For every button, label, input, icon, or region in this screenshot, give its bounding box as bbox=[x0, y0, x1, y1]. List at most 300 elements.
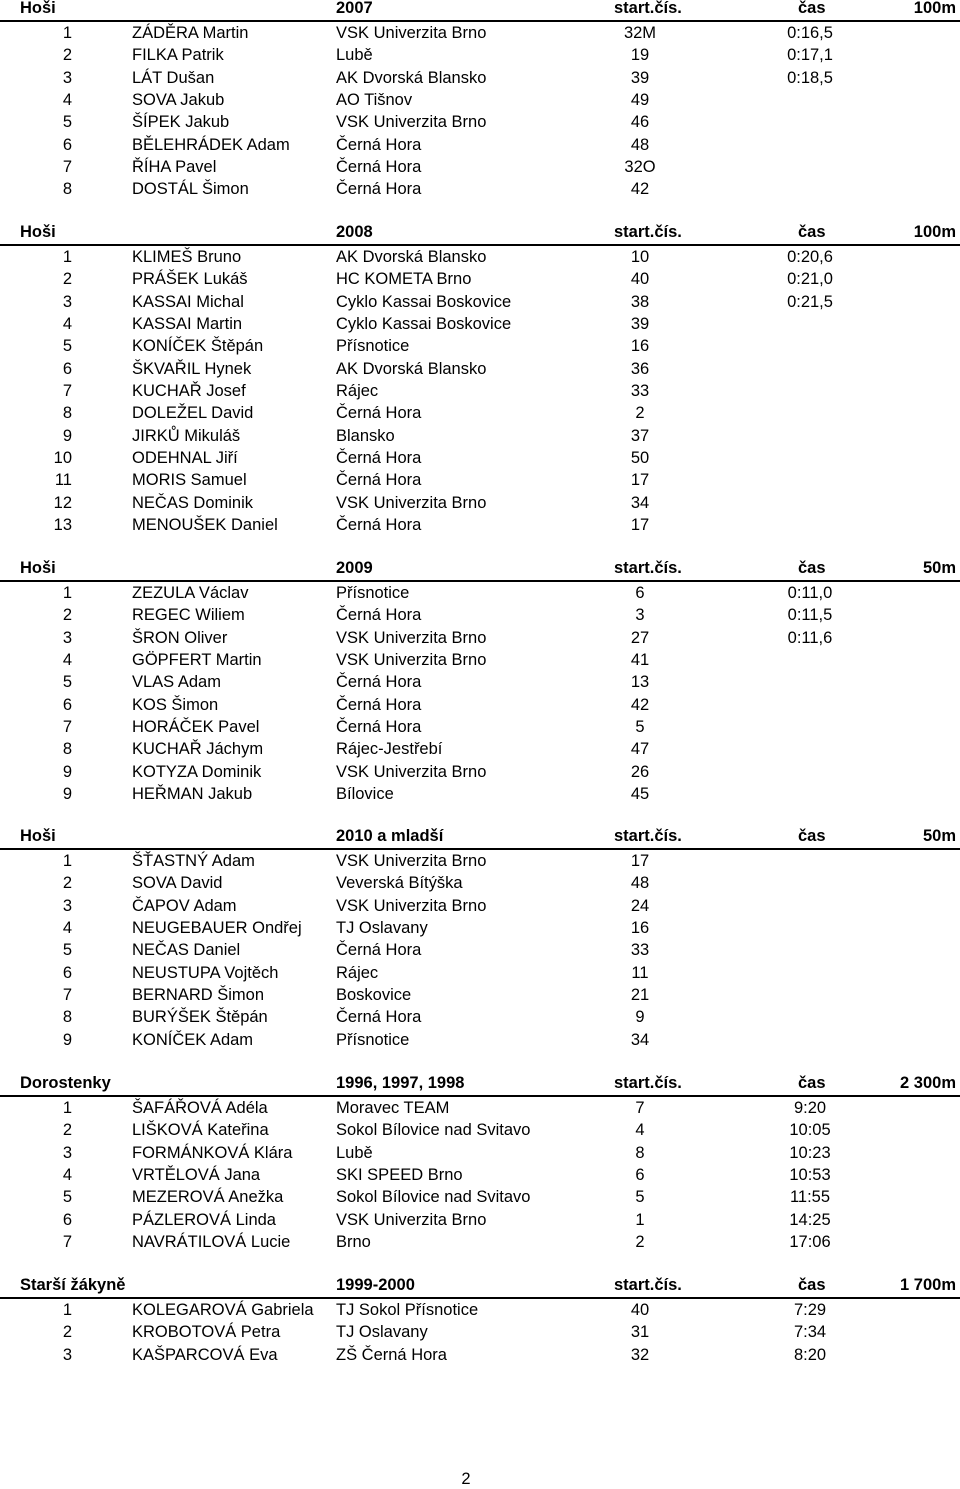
start-number-cell: 5 bbox=[635, 1188, 645, 1207]
start-number-cell: 42 bbox=[630, 695, 650, 714]
club-cell: TJ Sokol Přísnotice bbox=[336, 1301, 479, 1319]
club-cell: Černá Hora bbox=[336, 471, 422, 490]
table-row bbox=[0, 1321, 960, 1343]
time-header: čas bbox=[798, 559, 826, 577]
placement-cell: 9 bbox=[62, 426, 72, 445]
start-number-cell: 32O bbox=[624, 158, 656, 177]
table-row bbox=[0, 984, 960, 1006]
placement-cell: 4 bbox=[62, 315, 72, 334]
distance-label: 2 300m bbox=[900, 1074, 956, 1092]
athlete-name-cell: ŠKVAŘIL Hynek bbox=[132, 359, 252, 378]
placement-cell: 13 bbox=[53, 516, 72, 535]
placement-cell: 4 bbox=[62, 919, 72, 938]
athlete-name-cell: NEČAS Dominik bbox=[132, 493, 254, 512]
club-cell: Rájec bbox=[336, 382, 379, 401]
table-row bbox=[0, 872, 960, 894]
club-cell: Černá Hora bbox=[336, 180, 422, 199]
placement-cell: 6 bbox=[62, 135, 72, 154]
section-header bbox=[0, 826, 960, 850]
placement-cell: 3 bbox=[62, 68, 72, 87]
page-number: 2 bbox=[461, 1470, 471, 1488]
placement-cell: 6 bbox=[62, 359, 72, 378]
table-row bbox=[0, 1209, 960, 1231]
athlete-name-cell: BERNARD Šimon bbox=[132, 986, 265, 1005]
club-cell: Lubě bbox=[336, 1143, 373, 1162]
club-cell: VSK Univerzita Brno bbox=[336, 1210, 487, 1229]
time-cell: 0:11,0 bbox=[787, 584, 833, 602]
placement-cell: 5 bbox=[62, 673, 72, 692]
club-cell: Sokol Bílovice nad Svitavo bbox=[336, 1121, 531, 1140]
athlete-name-cell: DOLEŽEL David bbox=[132, 404, 254, 423]
table-row bbox=[0, 962, 960, 984]
start-number-header: start.čís. bbox=[614, 0, 682, 17]
club-cell: Černá Hora bbox=[336, 1008, 422, 1027]
club-cell: Sokol Bílovice nad Svitavo bbox=[336, 1188, 531, 1207]
time-header: čas bbox=[798, 1276, 826, 1294]
start-number-cell: 32 bbox=[630, 1345, 650, 1364]
club-cell: Černá Hora bbox=[336, 695, 422, 714]
athlete-name-cell: SOVA Jakub bbox=[132, 91, 225, 110]
category-label: Hoši bbox=[20, 559, 56, 577]
start-number-cell: 7 bbox=[635, 1099, 645, 1117]
table-row bbox=[0, 1231, 960, 1253]
club-cell: Černá Hora bbox=[336, 516, 422, 535]
club-cell: Moravec TEAM bbox=[336, 1099, 450, 1117]
athlete-name-cell: HEŘMAN Jakub bbox=[132, 785, 253, 804]
athlete-name-cell: KUCHAŘ Josef bbox=[132, 382, 246, 401]
table-row bbox=[0, 1164, 960, 1186]
athlete-name-cell: FORMÁNKOVÁ Klára bbox=[132, 1143, 293, 1162]
athlete-name-cell: SOVA David bbox=[132, 874, 223, 893]
club-cell: Veverská Bítýška bbox=[336, 874, 463, 893]
placement-cell: 9 bbox=[62, 785, 72, 804]
placement-cell: 2 bbox=[62, 874, 72, 893]
time-cell: 10:53 bbox=[789, 1166, 831, 1185]
start-number-cell: 17 bbox=[630, 852, 650, 870]
placement-cell: 3 bbox=[62, 628, 72, 647]
club-cell: Lubě bbox=[336, 46, 373, 65]
start-number-cell: 6 bbox=[635, 584, 645, 602]
club-cell: Černá Hora bbox=[336, 718, 422, 737]
time-cell: 0:20,6 bbox=[787, 248, 833, 266]
club-cell: Cyklo Kassai Boskovice bbox=[336, 315, 512, 334]
placement-cell: 5 bbox=[62, 337, 72, 356]
year-label: 1999-2000 bbox=[336, 1276, 415, 1294]
start-number-cell: 13 bbox=[630, 673, 650, 692]
start-number-cell: 48 bbox=[630, 135, 650, 154]
year-label: 2007 bbox=[336, 0, 373, 17]
athlete-name-cell: KROBOTOVÁ Petra bbox=[132, 1323, 281, 1342]
club-cell: AK Dvorská Blansko bbox=[336, 248, 487, 266]
placement-cell: 5 bbox=[62, 1188, 72, 1207]
time-cell: 0:11,5 bbox=[787, 606, 833, 625]
placement-cell: 5 bbox=[62, 941, 72, 960]
table-row bbox=[0, 783, 960, 805]
year-label: 2008 bbox=[336, 223, 373, 241]
athlete-name-cell: HORÁČEK Pavel bbox=[132, 718, 260, 737]
start-number-header: start.čís. bbox=[614, 223, 682, 241]
athlete-name-cell: ŠÍPEK Jakub bbox=[132, 113, 230, 132]
placement-cell: 3 bbox=[62, 896, 72, 915]
placement-cell: 7 bbox=[62, 718, 72, 737]
table-row bbox=[0, 1097, 960, 1119]
table-row bbox=[0, 492, 960, 514]
club-cell: Boskovice bbox=[336, 986, 412, 1005]
placement-cell: 6 bbox=[62, 963, 72, 982]
table-row bbox=[0, 1006, 960, 1028]
club-cell: Černá Hora bbox=[336, 673, 422, 692]
category-label: Hoši bbox=[20, 827, 56, 845]
start-number-cell: 36 bbox=[630, 359, 650, 378]
table-row bbox=[0, 850, 960, 872]
placement-cell: 12 bbox=[53, 493, 72, 512]
table-row bbox=[0, 939, 960, 961]
placement-cell: 5 bbox=[62, 113, 72, 132]
placement-cell: 2 bbox=[62, 46, 72, 65]
start-number-cell: 33 bbox=[630, 382, 650, 401]
athlete-name-cell: NAVRÁTILOVÁ Lucie bbox=[132, 1233, 291, 1252]
start-number-cell: 50 bbox=[630, 449, 650, 468]
placement-cell: 1 bbox=[62, 24, 72, 42]
time-cell: 0:21,0 bbox=[787, 270, 833, 289]
placement-cell: 1 bbox=[62, 584, 72, 602]
results-section-hosi-2010 bbox=[0, 826, 960, 1051]
athlete-name-cell: NEUGEBAUER Ondřej bbox=[132, 919, 302, 938]
time-cell: 7:29 bbox=[793, 1301, 827, 1319]
placement-cell: 2 bbox=[62, 606, 72, 625]
athlete-name-cell: VRTĚLOVÁ Jana bbox=[132, 1166, 261, 1185]
start-number-cell: 39 bbox=[630, 68, 650, 87]
table-row bbox=[0, 246, 960, 268]
athlete-name-cell: KOLEGAROVÁ Gabriela bbox=[132, 1301, 314, 1319]
athlete-name-cell: ŠAFÁŘOVÁ Adéla bbox=[132, 1099, 268, 1117]
placement-cell: 8 bbox=[62, 1008, 72, 1027]
club-cell: Černá Hora bbox=[336, 158, 422, 177]
distance-label: 100m bbox=[913, 223, 956, 241]
club-cell: VSK Univerzita Brno bbox=[336, 628, 487, 647]
table-row bbox=[0, 425, 960, 447]
athlete-name-cell: ODEHNAL Jiří bbox=[132, 449, 238, 468]
table-row bbox=[0, 917, 960, 939]
table-row bbox=[0, 604, 960, 626]
club-cell: TJ Oslavany bbox=[336, 1323, 428, 1342]
club-cell: Černá Hora bbox=[336, 404, 422, 423]
results-section-hosi-2008 bbox=[0, 222, 960, 536]
athlete-name-cell: BURÝŠEK Štěpán bbox=[132, 1008, 268, 1027]
table-row bbox=[0, 313, 960, 335]
start-number-cell: 48 bbox=[630, 874, 650, 893]
club-cell: Rájec-Jestřebí bbox=[336, 740, 443, 759]
athlete-name-cell: KONÍČEK Štěpán bbox=[132, 337, 264, 356]
placement-cell: 1 bbox=[62, 1301, 72, 1319]
time-cell: 10:05 bbox=[789, 1121, 831, 1140]
placement-cell: 8 bbox=[62, 404, 72, 423]
start-number-cell: 11 bbox=[631, 963, 649, 982]
table-row bbox=[0, 89, 960, 111]
club-cell: VSK Univerzita Brno bbox=[336, 493, 487, 512]
placement-cell: 2 bbox=[62, 270, 72, 289]
club-cell: Černá Hora bbox=[336, 449, 422, 468]
category-label: Dorostenky bbox=[20, 1074, 111, 1092]
club-cell: Přísnotice bbox=[336, 337, 410, 356]
athlete-name-cell: VLAS Adam bbox=[132, 673, 221, 692]
table-row bbox=[0, 1299, 960, 1321]
results-section-hosi-2009 bbox=[0, 558, 960, 805]
club-cell: ZŠ Černá Hora bbox=[336, 1345, 447, 1364]
start-number-cell: 32M bbox=[623, 24, 657, 42]
table-row bbox=[0, 761, 960, 783]
club-cell: VSK Univerzita Brno bbox=[336, 113, 487, 132]
club-cell: Rájec bbox=[336, 963, 379, 982]
placement-cell: 8 bbox=[62, 740, 72, 759]
placement-cell: 4 bbox=[62, 91, 72, 110]
distance-label: 50m bbox=[922, 559, 956, 577]
table-row bbox=[0, 134, 960, 156]
time-cell: 7:34 bbox=[793, 1323, 827, 1342]
club-cell: Černá Hora bbox=[336, 941, 422, 960]
athlete-name-cell: KLIMEŠ Bruno bbox=[132, 248, 242, 266]
athlete-name-cell: ČAPOV Adam bbox=[132, 896, 237, 915]
start-number-cell: 2 bbox=[635, 1233, 645, 1252]
table-row bbox=[0, 358, 960, 380]
placement-cell: 1 bbox=[62, 852, 72, 870]
time-cell: 9:20 bbox=[793, 1099, 827, 1117]
time-header: čas bbox=[798, 0, 826, 17]
time-header: čas bbox=[798, 1074, 826, 1092]
start-number-header: start.čís. bbox=[614, 559, 682, 577]
distance-label: 1 700m bbox=[900, 1276, 956, 1294]
club-cell: VSK Univerzita Brno bbox=[336, 651, 487, 670]
table-row bbox=[0, 178, 960, 200]
table-row bbox=[0, 1186, 960, 1208]
athlete-name-cell: PÁZLEROVÁ Linda bbox=[132, 1210, 276, 1229]
athlete-name-cell: MEZEROVÁ Anežka bbox=[132, 1188, 284, 1207]
table-row bbox=[0, 402, 960, 424]
athlete-name-cell: KUCHAŘ Jáchym bbox=[132, 740, 264, 759]
table-row bbox=[0, 582, 960, 604]
year-label: 1996, 1997, 1998 bbox=[336, 1074, 465, 1092]
athlete-name-cell: MENOUŠEK Daniel bbox=[132, 516, 278, 535]
athlete-name-cell: GÖPFERT Martin bbox=[132, 651, 262, 670]
start-number-cell: 16 bbox=[630, 337, 650, 356]
table-row bbox=[0, 335, 960, 357]
start-number-cell: 27 bbox=[630, 628, 650, 647]
club-cell: SKI SPEED Brno bbox=[336, 1166, 463, 1185]
placement-cell: 10 bbox=[53, 449, 72, 468]
start-number-cell: 40 bbox=[630, 1301, 650, 1319]
start-number-cell: 24 bbox=[630, 896, 650, 915]
start-number-cell: 4 bbox=[635, 1121, 645, 1140]
table-row bbox=[0, 694, 960, 716]
athlete-name-cell: REGEC Wiliem bbox=[132, 606, 245, 625]
placement-cell: 8 bbox=[62, 180, 72, 199]
club-cell: HC KOMETA Brno bbox=[336, 270, 472, 289]
placement-cell: 6 bbox=[62, 695, 72, 714]
start-number-header: start.čís. bbox=[614, 1074, 682, 1092]
table-row bbox=[0, 716, 960, 738]
placement-cell: 1 bbox=[62, 1099, 72, 1117]
category-label: Starší žákyně bbox=[20, 1276, 126, 1294]
time-cell: 17:06 bbox=[789, 1233, 831, 1252]
table-row bbox=[0, 671, 960, 693]
athlete-name-cell: KOTYZA Dominik bbox=[132, 762, 262, 781]
start-number-cell: 8 bbox=[635, 1143, 645, 1162]
placement-cell: 4 bbox=[62, 651, 72, 670]
club-cell: Bílovice bbox=[336, 785, 394, 804]
table-row bbox=[0, 111, 960, 133]
time-cell: 0:21,5 bbox=[787, 292, 833, 311]
time-cell: 11:55 bbox=[789, 1188, 831, 1207]
athlete-name-cell: LÁT Dušan bbox=[132, 68, 215, 87]
table-row bbox=[0, 44, 960, 66]
section-header bbox=[0, 222, 960, 246]
athlete-name-cell: FILKA Patrik bbox=[132, 46, 224, 65]
placement-cell: 7 bbox=[62, 382, 72, 401]
section-header bbox=[0, 1073, 960, 1097]
table-row bbox=[0, 649, 960, 671]
placement-cell: 3 bbox=[62, 1143, 72, 1162]
club-cell: VSK Univerzita Brno bbox=[336, 852, 487, 870]
athlete-name-cell: KOS Šimon bbox=[132, 695, 219, 714]
year-label: 2010 a mladší bbox=[336, 827, 444, 845]
start-number-cell: 2 bbox=[635, 404, 645, 423]
club-cell: Přísnotice bbox=[336, 1030, 410, 1049]
time-cell: 8:20 bbox=[793, 1345, 827, 1364]
time-cell: 0:16,5 bbox=[787, 24, 833, 42]
table-row bbox=[0, 447, 960, 469]
distance-label: 100m bbox=[913, 0, 956, 17]
placement-cell: 3 bbox=[62, 292, 72, 311]
start-number-cell: 3 bbox=[635, 606, 645, 625]
start-number-cell: 34 bbox=[630, 1030, 650, 1049]
start-number-cell: 10 bbox=[630, 248, 650, 266]
athlete-name-cell: KASSAI Michal bbox=[132, 292, 244, 311]
start-number-cell: 49 bbox=[630, 91, 650, 110]
club-cell: AO Tišnov bbox=[336, 91, 413, 110]
time-cell: 0:18,5 bbox=[787, 68, 833, 87]
start-number-cell: 5 bbox=[635, 718, 645, 737]
placement-cell: 1 bbox=[62, 248, 72, 266]
athlete-name-cell: ŘÍHA Pavel bbox=[132, 158, 217, 177]
start-number-cell: 39 bbox=[630, 315, 650, 334]
table-row bbox=[0, 67, 960, 89]
club-cell: Černá Hora bbox=[336, 606, 422, 625]
start-number-cell: 1 bbox=[635, 1210, 645, 1229]
club-cell: VSK Univerzita Brno bbox=[336, 896, 487, 915]
placement-cell: 9 bbox=[62, 762, 72, 781]
table-row bbox=[0, 895, 960, 917]
athlete-name-cell: ZÁDĚRA Martin bbox=[132, 24, 249, 42]
table-row bbox=[0, 291, 960, 313]
club-cell: Brno bbox=[336, 1233, 371, 1252]
start-number-cell: 42 bbox=[630, 180, 650, 199]
athlete-name-cell: ŠRON Oliver bbox=[132, 628, 228, 647]
start-number-cell: 19 bbox=[630, 46, 650, 65]
category-label: Hoši bbox=[20, 0, 56, 17]
section-header bbox=[0, 1275, 960, 1299]
start-number-cell: 46 bbox=[630, 113, 650, 132]
start-number-cell: 6 bbox=[635, 1166, 645, 1185]
placement-cell: 7 bbox=[62, 1233, 72, 1252]
table-row bbox=[0, 469, 960, 491]
start-number-cell: 9 bbox=[635, 1008, 645, 1027]
results-section-hosi-2007 bbox=[0, 0, 960, 201]
start-number-cell: 26 bbox=[630, 762, 650, 781]
table-row bbox=[0, 1344, 960, 1366]
section-header bbox=[0, 0, 960, 22]
table-row bbox=[0, 1029, 960, 1051]
start-number-cell: 17 bbox=[630, 471, 650, 490]
club-cell: Přísnotice bbox=[336, 584, 410, 602]
table-row bbox=[0, 738, 960, 760]
athlete-name-cell: NEUSTUPA Vojtěch bbox=[132, 963, 279, 982]
start-number-header: start.čís. bbox=[614, 1276, 682, 1294]
athlete-name-cell: KAŠPARCOVÁ Eva bbox=[132, 1345, 278, 1364]
club-cell: TJ Oslavany bbox=[336, 919, 428, 938]
start-number-cell: 31 bbox=[630, 1323, 650, 1342]
placement-cell: 6 bbox=[62, 1210, 72, 1229]
athlete-name-cell: KASSAI Martin bbox=[132, 315, 243, 334]
club-cell: Černá Hora bbox=[336, 135, 422, 154]
start-number-cell: 40 bbox=[630, 270, 650, 289]
placement-cell: 7 bbox=[62, 986, 72, 1005]
start-number-header: start.čís. bbox=[614, 827, 682, 845]
time-header: čas bbox=[798, 827, 826, 845]
year-label: 2009 bbox=[336, 559, 373, 577]
athlete-name-cell: ZEZULA Václav bbox=[132, 584, 249, 602]
distance-label: 50m bbox=[922, 827, 956, 845]
start-number-cell: 34 bbox=[630, 493, 650, 512]
table-row bbox=[0, 1142, 960, 1164]
start-number-cell: 37 bbox=[630, 426, 650, 445]
start-number-cell: 47 bbox=[630, 740, 650, 759]
athlete-name-cell: LIŠKOVÁ Kateřina bbox=[132, 1121, 269, 1140]
table-row bbox=[0, 156, 960, 178]
athlete-name-cell: MORIS Samuel bbox=[132, 471, 247, 490]
results-section-starsi-zakyne bbox=[0, 1275, 960, 1366]
start-number-cell: 45 bbox=[630, 785, 650, 804]
section-header bbox=[0, 558, 960, 582]
club-cell: Blansko bbox=[336, 426, 395, 445]
club-cell: AK Dvorská Blansko bbox=[336, 68, 487, 87]
athlete-name-cell: DOSTÁL Šimon bbox=[132, 180, 249, 199]
table-row bbox=[0, 1119, 960, 1141]
club-cell: AK Dvorská Blansko bbox=[336, 359, 487, 378]
time-cell: 0:11,6 bbox=[787, 628, 833, 647]
club-cell: VSK Univerzita Brno bbox=[336, 762, 487, 781]
athlete-name-cell: NEČAS Daniel bbox=[132, 941, 241, 960]
placement-cell: 9 bbox=[62, 1030, 72, 1049]
table-row bbox=[0, 514, 960, 536]
time-cell: 14:25 bbox=[789, 1210, 831, 1229]
start-number-cell: 33 bbox=[630, 941, 650, 960]
placement-cell: 4 bbox=[62, 1166, 72, 1185]
category-label: Hoši bbox=[20, 223, 56, 241]
placement-cell: 2 bbox=[62, 1323, 72, 1342]
table-row bbox=[0, 268, 960, 290]
time-cell: 10:23 bbox=[789, 1143, 831, 1162]
start-number-cell: 38 bbox=[630, 292, 650, 311]
athlete-name-cell: PRÁŠEK Lukáš bbox=[132, 270, 248, 289]
table-row bbox=[0, 380, 960, 402]
placement-cell: 11 bbox=[54, 471, 72, 490]
time-header: čas bbox=[798, 223, 826, 241]
results-section-dorostenky bbox=[0, 1073, 960, 1253]
start-number-cell: 17 bbox=[630, 516, 650, 535]
athlete-name-cell: JIRKŮ Mikuláš bbox=[132, 426, 241, 445]
placement-cell: 2 bbox=[62, 1121, 72, 1140]
club-cell: VSK Univerzita Brno bbox=[336, 24, 487, 42]
